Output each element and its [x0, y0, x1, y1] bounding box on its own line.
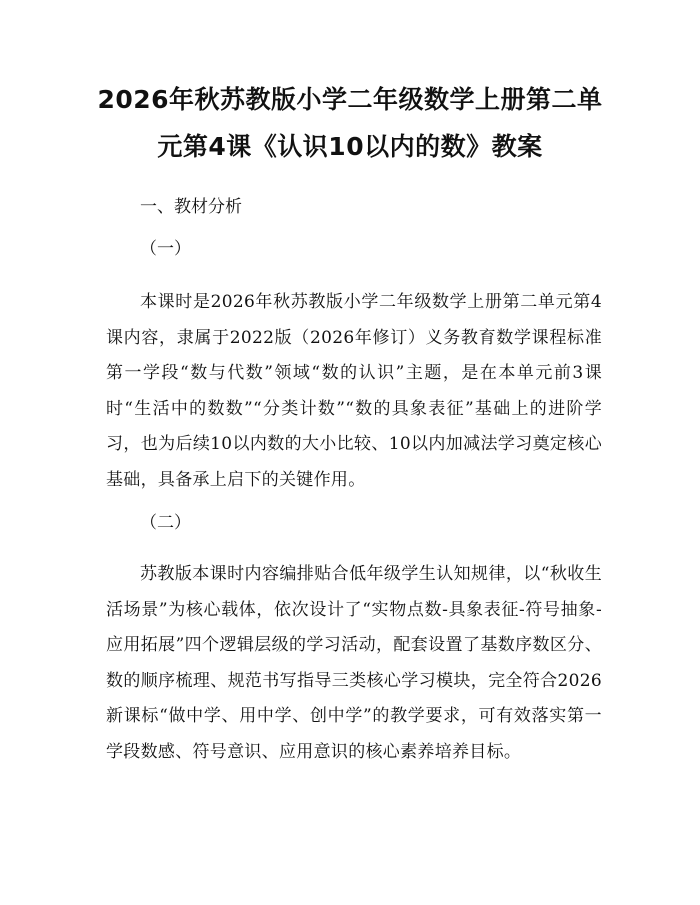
document-title-line2: 元第4课《认识10以内的数》教案 — [157, 132, 543, 161]
paragraph-2: 苏教版本课时内容编排贴合低年级学生认知规律，以“秋收生活场景”为核心载体，依次设计了“实物点数-具象表征-符号抽象-应用拓展”四个逻辑层级的学习活动，配套设置了基数序数区分、数的顺序梳理、规范书写指导三类核心学习模块，完全符合2026新课标“做中学、用中学、创中学”的教学要求，可有效落实第一学段数感、符号意识、应用意识的核心素养培养目标。 — [106, 564, 602, 762]
section-heading-textbook-analysis: 一、教材分析 — [140, 197, 242, 217]
subsection-heading-2: （二） — [140, 513, 191, 533]
document-title-line1: 2026年秋苏教版小学二年级数学上册第二单 — [97, 85, 603, 114]
paragraph-1: 本课时是2026年秋苏教版小学二年级数学上册第二单元第4课内容，隶属于2022版（2026年修订）义务教育数学课程标准第一学段“数与代数”领域“数的认识”主题，是在本单元前3课时“生活中的数数”“分类计数”“数的具象表征”基础上的进阶学习，也为后续10以内数的大小比较、10以内加减法学习奠定核心基础，具备承上启下的关键作用。 — [106, 292, 602, 490]
subsection-heading-1: （一） — [140, 239, 191, 259]
